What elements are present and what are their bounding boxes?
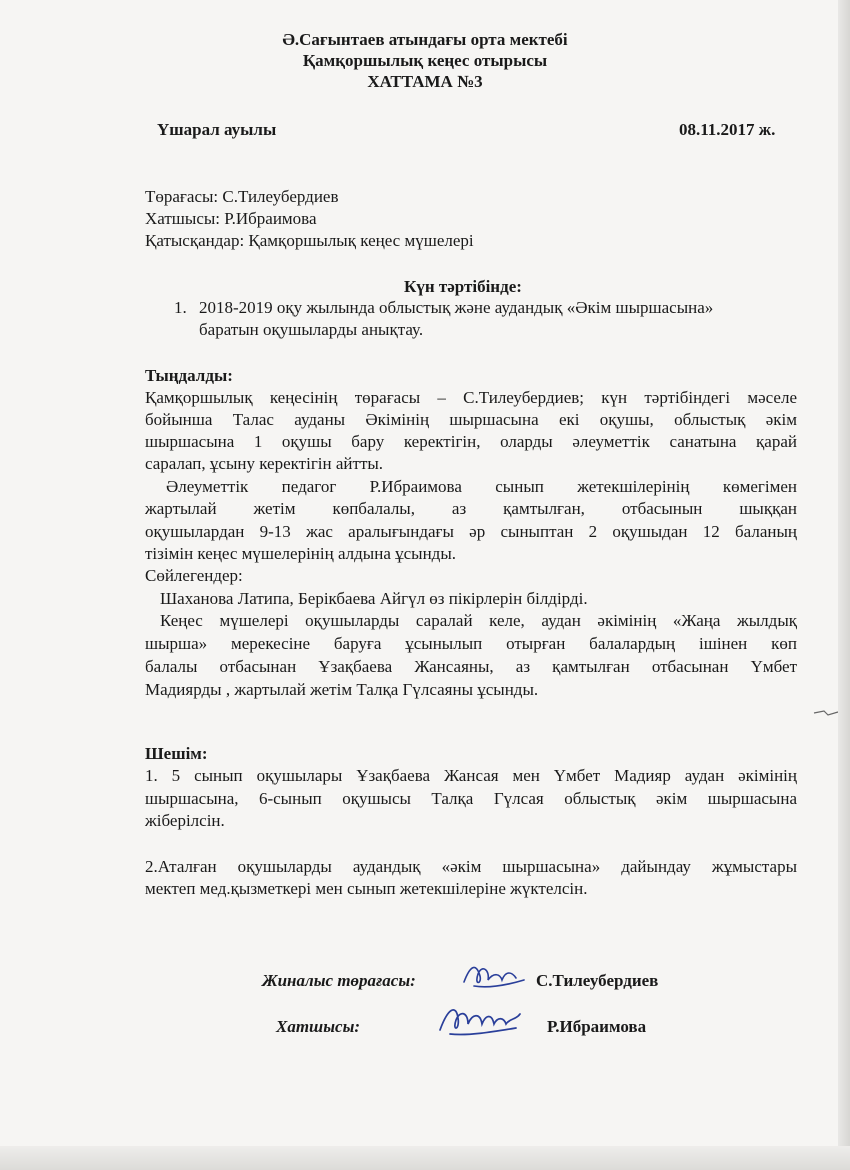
heard-p3-line1: Кеңес мүшелері оқушыларды саралай келе, аудан әкімінің «Жаңа жылдық	[160, 611, 797, 630]
agenda-item-line2: баратын оқушыларды анықтау.	[199, 320, 424, 339]
scan-edge-right	[838, 0, 850, 1170]
heard-p2-line1: Әлеуметтік педагог Р.Ибраимова сынып жетекшілерінің көмегімен	[166, 477, 797, 496]
meeting-title: Қамқоршылық кеңес отырысы	[302, 51, 548, 70]
decision-1-line1: 1. 5 сынып оқушылары Ұзақбаева Жансая мен Үмбет Мадияр аудан әкімінің	[145, 766, 797, 785]
decision-1-line2: шыршасына, 6-сынып оқушысы Талқа Гүлсая облыстық әкім шыршасына	[145, 789, 797, 808]
agenda-item-line1: 2018-2019 оқу жылында облыстық және аудандық «Әкім шыршасына»	[199, 298, 714, 317]
speakers-names: Шаханова Латипа, Берікбаева Айгүл өз пікірлерін білдірді.	[160, 589, 588, 608]
heard-p1-line1: Қамқоршылық кеңесінің төрағасы – С.Тилеубердиев; күн тәртібіндегі мәселе	[145, 388, 797, 407]
secretary-signature-label: Хатшысы:	[276, 1017, 361, 1036]
place: Үшарал ауылы	[157, 120, 277, 139]
speakers-label: Сөйлегендер:	[145, 566, 243, 585]
school-name: Ә.Сағынтаев атындағы орта мектебі	[282, 30, 568, 49]
chair-signature-label: Жиналыс төрағасы:	[262, 971, 416, 990]
participants-line: Қатысқандар: Қамқоршылық кеңес мүшелері	[145, 231, 474, 250]
heard-p1-line3: шыршасына 1 оқушы бару керектігін, оларды әлеуметтік санатына қарай	[145, 432, 797, 451]
heard-p3-line4: Мадиярды , жартылай жетім Талқа Гүлсаяны ұсынды.	[145, 680, 539, 699]
heard-title: Тыңдалды:	[145, 366, 233, 385]
chair-name: С.Тилеубердиев	[536, 971, 659, 990]
agenda-title: Күн тәртібінде:	[404, 277, 522, 296]
heard-p1-line4: саралап, ұсыну керектігін айтты.	[145, 454, 384, 473]
decision-1-line3: жіберілсін.	[145, 811, 225, 830]
scan-edge-bottom	[0, 1146, 850, 1170]
scan-smudge	[812, 706, 840, 720]
protocol-title: ХАТТАМА №3	[367, 72, 483, 91]
heard-p3-line2: шырша» мерекесіне баруға ұсынылып отырған балалардың ішінен көп	[145, 634, 797, 653]
chair-line: Төрағасы: С.Тилеубердиев	[145, 187, 339, 206]
heard-p2-line4: тізімін кеңес мүшелерінің алдына ұсынды.	[145, 544, 457, 563]
secretary-signature	[434, 1000, 524, 1040]
secretary-name: Р.Ибраимова	[547, 1017, 647, 1036]
heard-p3-line3: балалы отбасынан Ұзақбаева Жансаяны, аз қамтылған отбасынан Үмбет	[145, 657, 797, 676]
heard-p2-line2: жартылай жетім көпбалалы, аз қамтылған, отбасынын шыққан	[145, 499, 797, 518]
decision-2-line2: мектеп мед.қызметкері мен сынып жетекшілеріне жүктелсін.	[145, 879, 588, 898]
agenda-item-number: 1.	[174, 298, 187, 317]
date: 08.11.2017 ж.	[679, 120, 776, 139]
chair-signature	[460, 956, 528, 994]
heard-p1-line2: бойынша Талас ауданы Әкімінің шыршасына екі оқушы, облыстық әкім	[145, 410, 797, 429]
decision-2-line1: 2.Аталған оқушыларды аудандық «әкім шыршасына» дайындау жұмыстары	[145, 857, 797, 876]
secretary-line: Хатшысы: Р.Ибраимова	[145, 209, 317, 228]
decision-title: Шешім:	[145, 744, 208, 763]
heard-p2-line3: оқушылардан 9-13 жас аралығындағы әр сыныптан 2 оқушыдан 12 баланың	[145, 522, 797, 541]
